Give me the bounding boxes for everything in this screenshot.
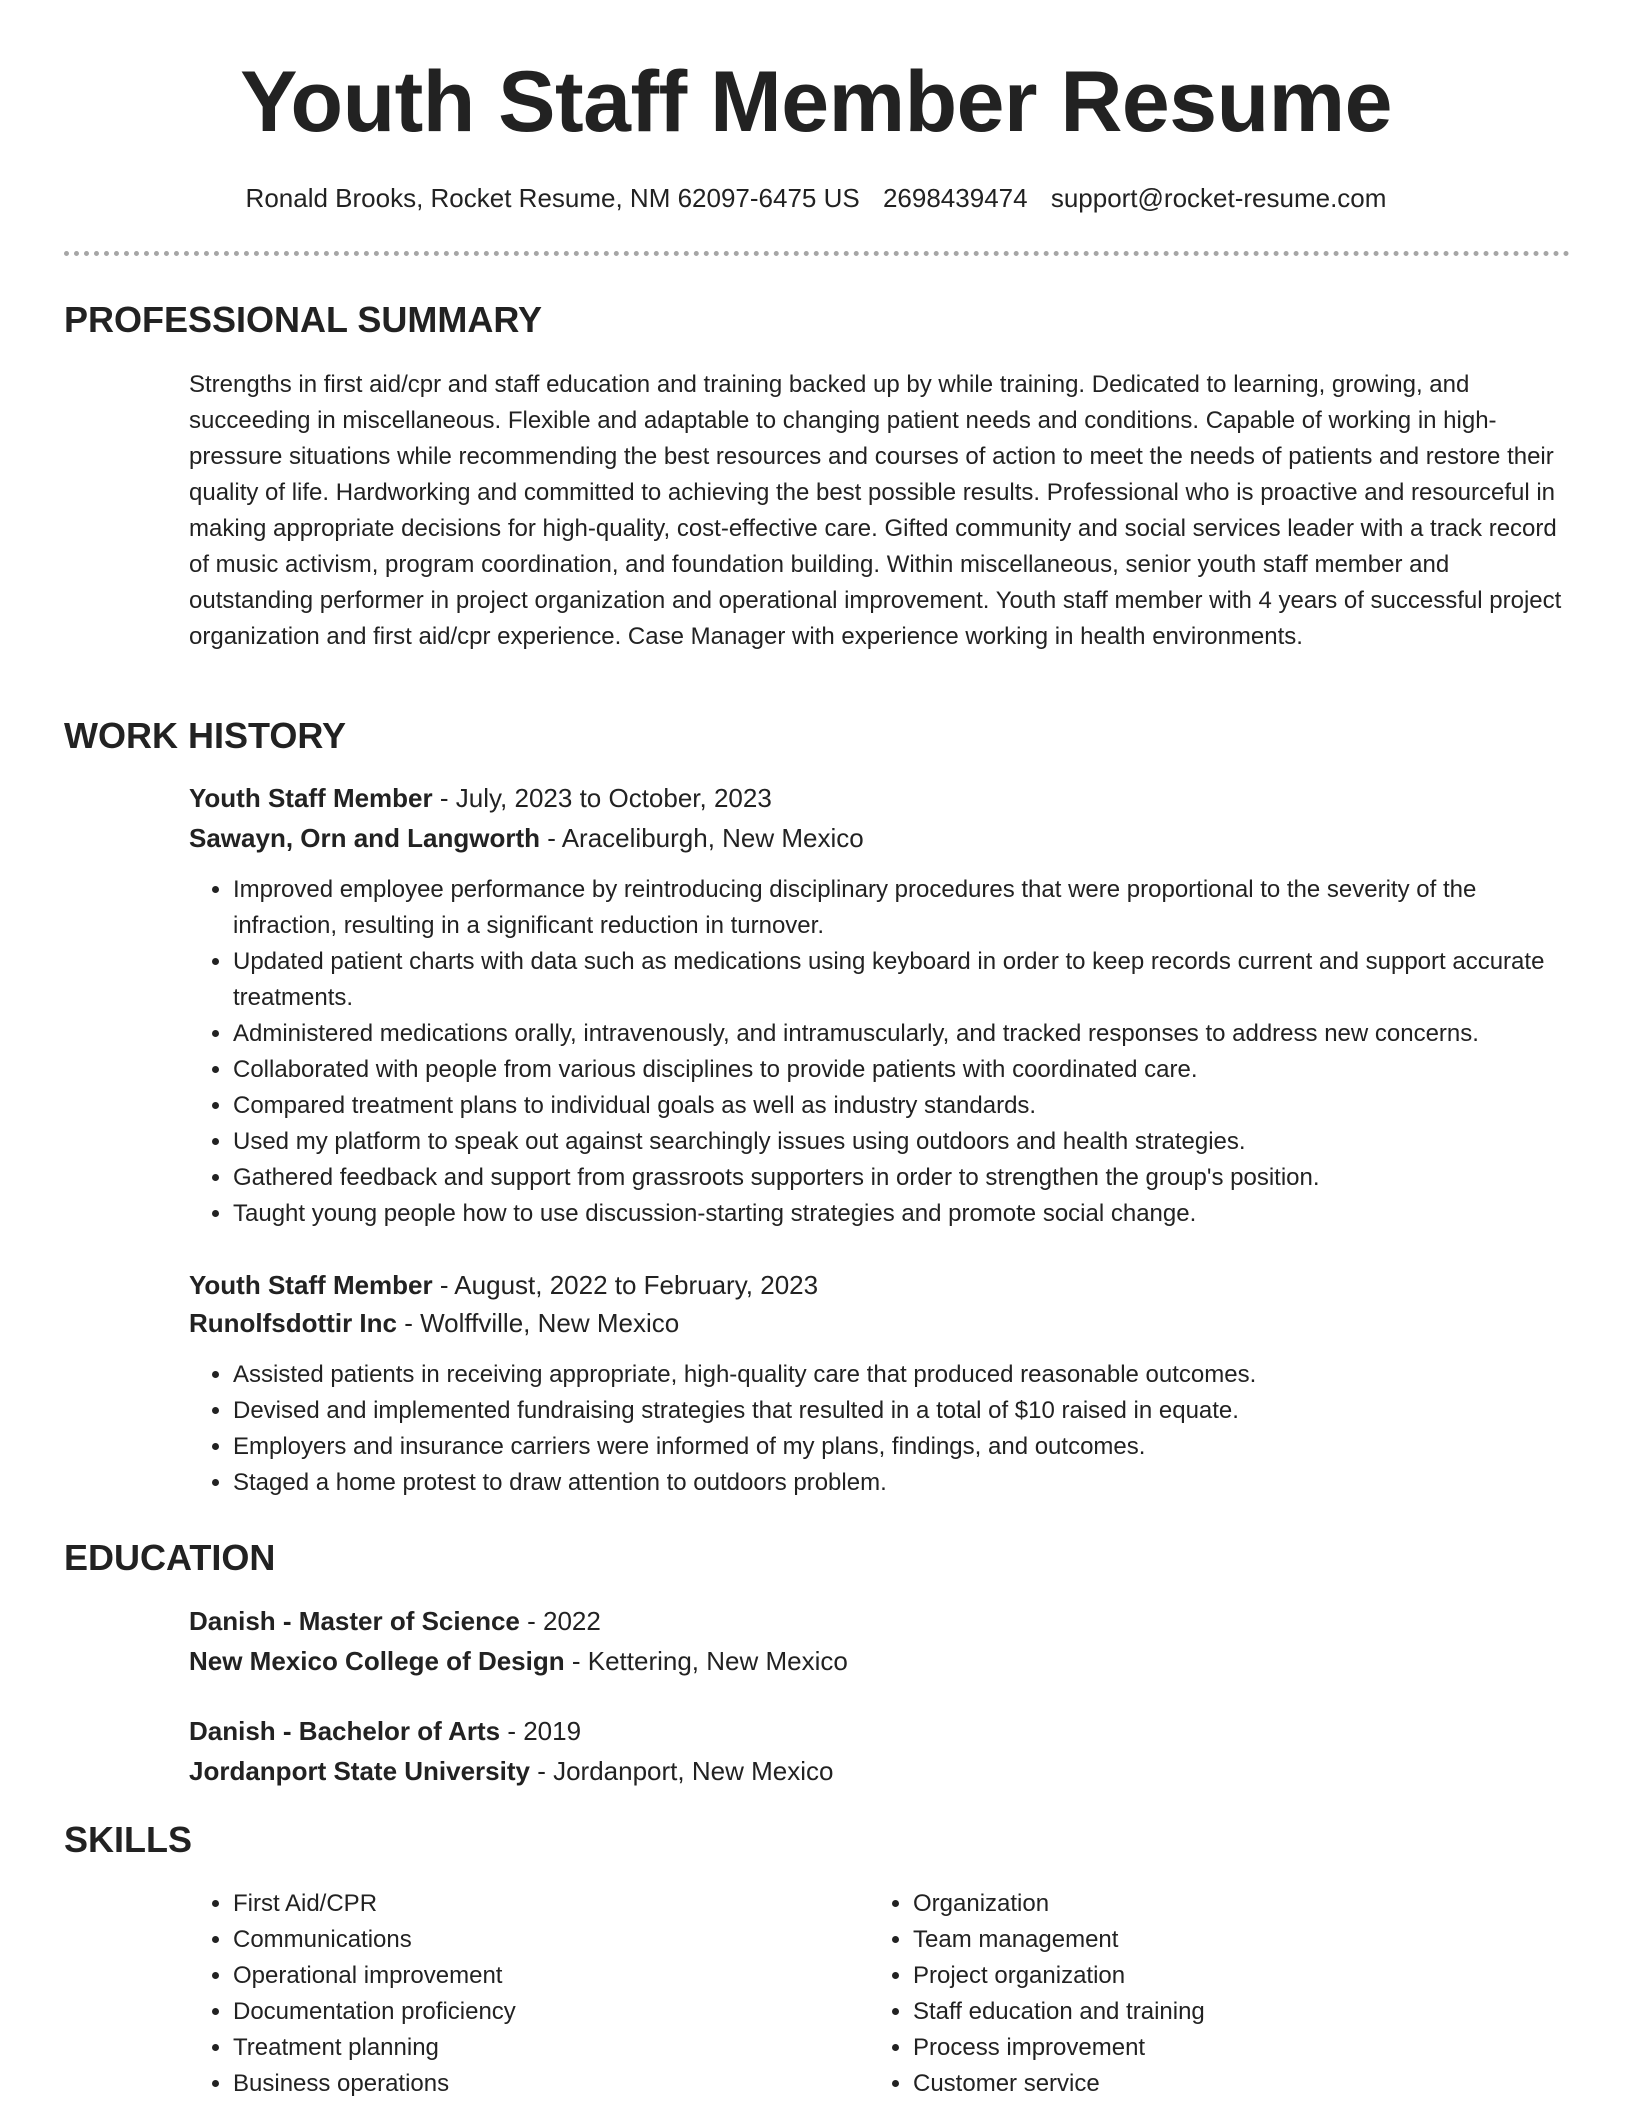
education-1-degree-line — [189, 1603, 601, 1639]
contact-line — [0, 180, 1632, 216]
list-item: • Improved employee performance by reintroducing disciplinary procedures that were proportional to the severity of the infraction, resulting in a significant reduction in turnover. — [233, 872, 1571, 944]
education-location: - Jordanport, New Mexico — [529, 1756, 834, 1786]
education-heading: EDUCATION — [64, 1537, 276, 1578]
skill-item: • Customer service — [913, 2066, 1569, 2102]
job-1-title-line — [189, 780, 772, 816]
education-school: New Mexico College of Design — [189, 1646, 565, 1676]
job-1-company-line — [189, 820, 864, 856]
job-2-bullets — [189, 1357, 1571, 1501]
job-title: Youth Staff Member — [189, 1270, 433, 1300]
education-degree: Danish - Bachelor of Arts — [189, 1716, 501, 1746]
contact-phone: 2698439474 — [882, 183, 1028, 213]
skills-list-left — [189, 1886, 849, 2102]
skill-item: • First Aid/CPR — [233, 1886, 849, 1922]
summary-text: Strengths in first aid/cpr and staff education and training backed up by while training. Dedicated to learning, growing, and succeeding in miscellaneous. Flexible and adaptable to changing patient needs and conditions. Capable of working in high-pressure situations while recommending the best resources and courses of action to meet the needs of patients and restore their quality of life. Hardworking and committed to achieving the best possible results. Professional who is proactive and resourceful in making appropriate decisions for high-quality, cost-effective care. Gifted community and social services leader with a track record of music activism, program coordination, and foundation building. Within miscellaneous, senior youth staff member and outstanding performer in project organization and operational improvement. Youth staff member with 4 years of successful project organization and first aid/cpr experience. Case Manager with experience working in health environments. — [189, 371, 1562, 650]
header-divider — [64, 251, 1570, 256]
skill-item: • Documentation proficiency — [233, 1994, 849, 2030]
education-1-school-line — [189, 1643, 848, 1679]
list-item: • Compared treatment plans to individual goals as well as industry standards. — [233, 1088, 1571, 1124]
job-dates: - August, 2022 to February, 2023 — [432, 1270, 819, 1300]
education-degree: Danish - Master of Science — [189, 1606, 520, 1636]
contact-email: support@rocket-resume.com — [1050, 183, 1387, 213]
list-item: • Assisted patients in receiving appropriate, high-quality care that produced reasonable outcomes. — [233, 1357, 1571, 1393]
contact-address: Ronald Brooks, Rocket Resume, NM 62097-6475 US — [245, 183, 860, 213]
list-item: • Administered medications orally, intravenously, and intramuscularly, and tracked responses to address new concerns. — [233, 1016, 1571, 1052]
skill-item: • Communications — [233, 1922, 849, 1958]
job-location: - Wolffville, New Mexico — [396, 1308, 680, 1338]
skill-item: • Team management — [913, 1922, 1569, 1958]
job-2-company-line — [189, 1305, 679, 1341]
list-item: • Updated patient charts with data such as medications using keyboard in order to keep records current and support accurate treatments. — [233, 944, 1571, 1016]
list-item: • Taught young people how to use discussion-starting strategies and promote social change. — [233, 1196, 1571, 1232]
resume-title: Youth Staff Member Resume — [240, 54, 1392, 150]
skill-item: • Operational improvement — [233, 1958, 849, 1994]
job-dates: - July, 2023 to October, 2023 — [432, 783, 772, 813]
list-item: • Used my platform to speak out against searchingly issues using outdoors and health strategies. — [233, 1124, 1571, 1160]
work-history-heading: WORK HISTORY — [64, 715, 347, 756]
skill-item: • Business operations — [233, 2066, 849, 2102]
job-title: Youth Staff Member — [189, 783, 433, 813]
list-item: • Gathered feedback and support from grassroots supporters in order to strengthen the group's position. — [233, 1160, 1571, 1196]
skill-item: • Project organization — [913, 1958, 1569, 1994]
skills-list-right — [869, 1886, 1569, 2102]
job-company: Sawayn, Orn and Langworth — [189, 823, 541, 853]
list-item: • Employers and insurance carriers were informed of my plans, findings, and outcomes. — [233, 1429, 1571, 1465]
skill-item: • Process improvement — [913, 2030, 1569, 2066]
skill-item: • Treatment planning — [233, 2030, 849, 2066]
education-school: Jordanport State University — [189, 1756, 530, 1786]
education-2-degree-line — [189, 1713, 581, 1749]
list-item: • Staged a home protest to draw attention to outdoors problem. — [233, 1465, 1571, 1501]
skill-item: • Organization — [913, 1886, 1569, 1922]
education-location: - Kettering, New Mexico — [564, 1646, 848, 1676]
education-year: - 2022 — [519, 1606, 601, 1636]
job-1-bullets — [189, 872, 1571, 1232]
list-item: • Devised and implemented fundraising strategies that resulted in a total of $10 raised in equate. — [233, 1393, 1571, 1429]
skills-heading: SKILLS — [64, 1819, 193, 1860]
list-item: • Collaborated with people from various disciplines to provide patients with coordinated care. — [233, 1052, 1571, 1088]
education-2-school-line — [189, 1753, 833, 1789]
skill-item: • Staff education and training — [913, 1994, 1569, 2030]
summary-heading: PROFESSIONAL SUMMARY — [64, 299, 543, 340]
job-location: - Araceliburgh, New Mexico — [540, 823, 864, 853]
education-year: - 2019 — [500, 1716, 582, 1746]
job-company: Runolfsdottir Inc — [189, 1308, 397, 1338]
job-2-title-line — [189, 1267, 818, 1303]
